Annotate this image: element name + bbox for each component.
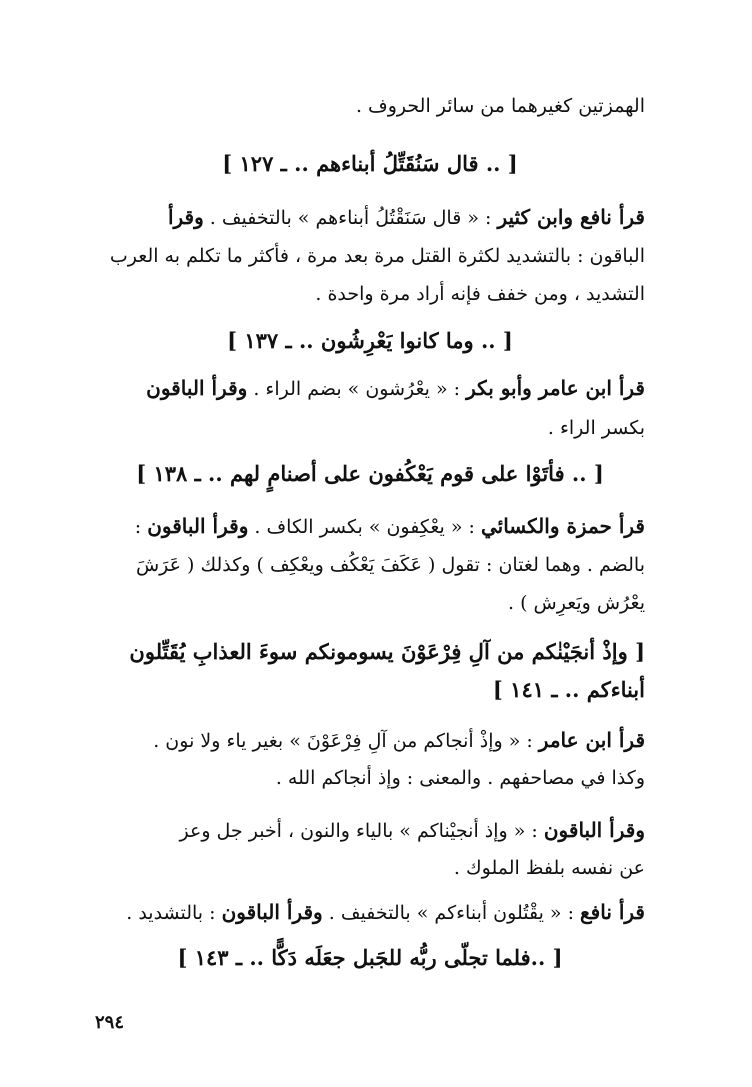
text-run: [ .. فأتَوْا على قوم يَعْكُفون على أصنامٍ لهم .. ـ ١٣٨ ] [136,461,604,486]
verse-heading [95,327,645,355]
text-run: بالضم . وهما لغتان : تقول ( عَكَفَ يَعْكُف ويعْكِف ) وكذلك ( عَرَشَ [135,554,645,576]
text-line [95,816,645,845]
text-line [95,242,645,270]
text-run: : « وإذ أنجيْناكم » بالياء والنون ، أخبر جل وعز [179,820,544,842]
text-run: [ وإذْ أنجَيْنٰكم من آلِ فِرْعَوْنَ يسومونكم سوءَ العذابِ يُقَتِّلون [129,639,645,664]
text-run: [ .. قال سَنُقَتِّلُ أبناءهم .. ـ ١٢٧ ] [222,151,518,176]
bold-run: قرأ نافع وابن كثير [497,205,645,229]
verse-heading [95,460,645,488]
text-run: : « وإذْ أنجاكم من آلِ فِرْعَوْنَ » بغير ياء ولا نون . [153,730,539,752]
text-line [95,92,645,120]
text-line [95,854,645,882]
text-line [95,726,645,755]
bold-run: وقرأ الباقون [221,900,323,924]
text-run: يعْرُش ويَعرِش ) . [507,592,645,614]
text-line [95,280,645,308]
text-line [95,203,645,232]
page-number: ٢٩٤ [95,1012,125,1033]
text-line [95,898,645,927]
text-run: : « يقْتُلون أبناءكم » بالتخفيف . [322,902,581,924]
bold-run: وقرأ الباقون [543,818,645,842]
text-line [95,551,645,579]
text-line [95,512,645,541]
verse-heading [95,150,645,178]
text-run: : [134,516,148,538]
text-run: : « يعْرُشون » بضم الراء . [247,378,467,400]
verse-heading [95,944,645,972]
bold-run: وقرأ الباقون [147,514,249,538]
text-run: [ ..فلما تجلّى ربُّه للجَبل جعَلَه دَكًّا .. ـ ١٤٣ ] [177,945,563,970]
verse-heading [95,638,645,666]
text-line [95,764,645,792]
text-run: عن نفسه بلفظ الملوك . [453,857,645,879]
bold-run: وقرأ [167,205,204,229]
text-run: : بالتشديد . [126,902,222,924]
text-run: : « قال سَنَقْتُلُ أبناءهم » بالتخفيف . [203,207,498,229]
text-run: الهمزتين كغيرهما من سائر الحروف . [355,95,645,117]
text-run: بكسر الراء . [547,417,645,439]
text-line [95,414,645,442]
text-run: : « يعْكِفون » بكسر الكاف . [248,516,481,538]
bold-run: قرأ ابن عامر وأبو بكر [466,376,645,400]
verse-heading [95,676,645,704]
bold-run: قرأ نافع [580,900,645,924]
text-run: وكذا في مصاحفهم . والمعنى : وإذ أنجاكم الله . [275,767,645,789]
book-page [95,0,645,1087]
text-run: [ .. وما كانوا يَعْرِشُون .. ـ ١٣٧ ] [227,328,513,353]
text-line [95,374,645,403]
bold-run: وقرأ الباقون [146,376,248,400]
text-line [95,589,645,617]
text-run: التشديد ، ومن خفف فإنه أراد مرة واحدة . [315,283,645,305]
bold-run: قرأ حمزة والكسائي [480,514,645,538]
text-run: الباقون : بالتشديد لكثرة القتل مرة بعد مرة ، فأكثر ما تكلم به العرب [109,245,645,267]
bold-run: قرأ ابن عامر [538,728,645,752]
text-run: أبناءكم .. ـ ١٤١ ] [492,677,645,702]
